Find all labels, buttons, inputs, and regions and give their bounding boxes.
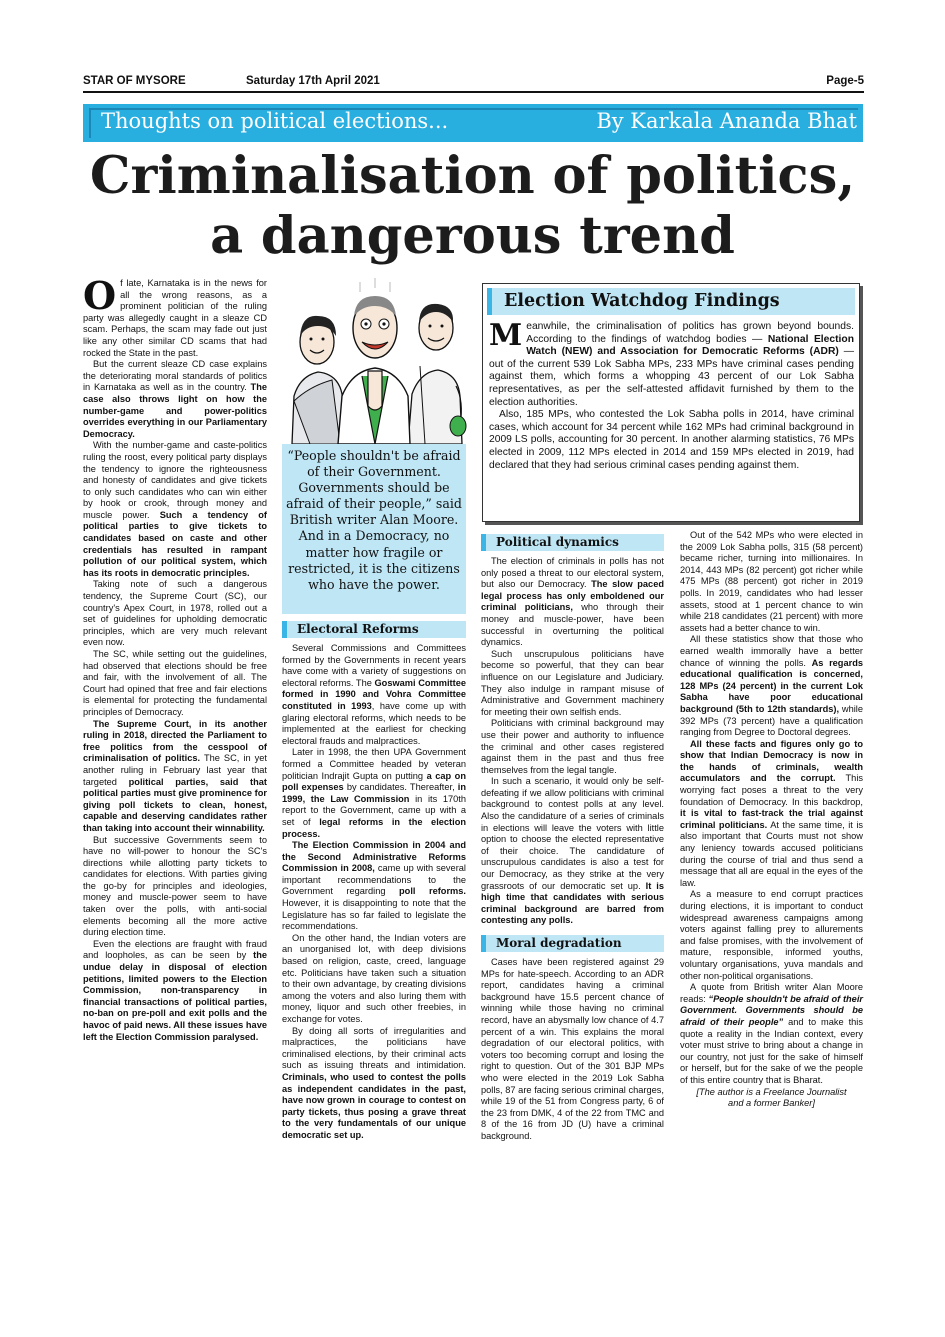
bold-text: poll reforms. bbox=[399, 886, 466, 897]
paragraph-text: Later in 1998, the then UPA Government formed a Committee headed by veteran politician Indrajit Gupta on putting bbox=[282, 747, 466, 781]
issue-date: Saturday 17th April 2021 bbox=[246, 75, 380, 87]
paragraph-text: by candidates. Thereafter, bbox=[343, 782, 458, 793]
paragraph: Cases have been registered against 29 MPs for hate-speech. According to an ADR report, candidates having a criminal background have 15.5 percent chance of winning while those having no criminal record, have an abysmally low chance of 4.7 percent of a win. This explains the moral degradation of our electoral politics, with voters too becoming corrupt and losing the right to question. Out of the 301 BJP MPs who were elected in the 2019 Lok Sabha polls, 87 are facing serious criminal charges, while 19 of the 51 from Congress party, 6 of the 23 from DMK, 4 of the 22 from TMC and 8 of the 16 from JD (U) have a criminal background. bbox=[481, 957, 664, 1141]
author-note-line-1: [The author is a Freelance Journalist bbox=[696, 1086, 847, 1097]
bold-text: the undue delay in disposal of election petitions, limited powers to the Election Commission, non-transparency in financial transactions of political parties, no-ban on pre-poll and exit polls and the havoc of paid news. All these issues have left the Election Commission paralysed. bbox=[83, 950, 267, 1042]
paragraph-text: Several Commissions and Committees formed by the Governments in recent years have come with a variety of suggestions on electoral reforms. The bbox=[282, 643, 466, 688]
paragraph bbox=[282, 840, 466, 933]
quote-text: “People shouldn't be afraid of their Government. Governments should be afraid of their people,” bbox=[286, 448, 461, 512]
paragraph-text: came up with several important recommendations to the Government regarding bbox=[282, 863, 466, 897]
bold-text: All these facts and figures only go to show that Indian Democracy is now in the hands of criminals, wealth accumulators and the corrupt. bbox=[680, 738, 863, 784]
banner-kicker: Thoughts on political elections... bbox=[101, 109, 449, 133]
paragraph: The SC, while setting out the guidelines, had observed that elections should be free and fair, with the involvement of all. The Court had opined that free and fair elections is elemental for protecting the fundamental principles of Democracy. bbox=[83, 649, 267, 717]
paragraph-text: The SC, in yet another ruling in February last year that targeted bbox=[83, 753, 267, 787]
paragraph: Such unscrupulous politicians have become so powerful, that they can bear influence on our Legislature and Judiciary. They also indulge in rampant misuse of Administrative and Government machinery for meeting their own selfish ends. bbox=[481, 648, 664, 717]
paragraph bbox=[282, 747, 466, 840]
paragraph bbox=[83, 273, 267, 359]
quote-attribution: said British writer Alan Moore. And in a Democracy, no matter how fragile or restricted, it is the citizens who have the power. bbox=[288, 496, 462, 592]
paragraph bbox=[481, 776, 664, 927]
paragraph: As a measure to end corrupt practices during elections, it is important to conduct widespread awareness campaigns among voters against falling prey to allurements and false promises, with the involvement of mature, responsible, informed youths, voluntary organisations, yuva mandals and other non-political organisations. bbox=[680, 889, 863, 981]
bold-text: The case also throws light on how the number-game and power-politics overrides everything in our Parliamentary Democracy. bbox=[83, 382, 267, 439]
bold-text: Such a tendency of political parties to give tickets to candidates based on caste and other credentials has resulted in rampant pollution of our political system, which has its roots in democratic principles. bbox=[83, 509, 267, 578]
paragraph: On the other hand, the Indian voters are an unorganised lot, with deep divisions based on religion, caste, creed, language etc. Politicians have taken such a situation to their own advantage, by creating divisions among the voters and also luring them with money, liquor and such other freebies, in exchange for votes. bbox=[282, 932, 466, 1024]
paragraph-text: In such a scenario, it would only be self-defeating if we allow politicians with criminal background to contest polls at any level. Also the candidature of a series of criminals in elections will leave the voters with little option to choose the elected representative of their choice. The candidature of unscrupulous candidates is also a test for our Democracy, as they strike at the very grassroots of our democratic set up. bbox=[481, 776, 664, 891]
masthead bbox=[83, 75, 864, 93]
article-column-3 bbox=[481, 532, 664, 1143]
findings-box-body bbox=[489, 318, 854, 472]
bold-text: It is high time that candidates with serious criminal background are barred from contesting any polls. bbox=[481, 880, 664, 926]
paragraph bbox=[282, 1026, 466, 1142]
findings-box-heading: Election Watchdog Findings bbox=[487, 288, 855, 315]
drop-cap: O bbox=[83, 273, 117, 318]
paragraph bbox=[282, 643, 466, 747]
headline-line-2: a dangerous trend bbox=[210, 206, 735, 266]
paper-name: STAR OF MYSORE bbox=[83, 75, 186, 87]
pull-quote bbox=[282, 444, 466, 614]
paragraph-text: eanwhile, the criminalisation of politics has grown beyond bounds. According to the findings of watchdog bodies — bbox=[526, 321, 854, 345]
subheading-electoral-reforms: Electoral Reforms bbox=[282, 621, 466, 638]
article-column-1 bbox=[83, 273, 268, 1043]
cartoon-illustration bbox=[280, 276, 470, 444]
paragraph-text: while 392 MPs (73 percent) have a qualification ranging from Degree to Doctoral degrees. bbox=[680, 703, 863, 738]
paragraph-text: At the same time, it is also important that Courts must not show any leniency towards accused politicians during the course of trial and thus send a message that all are equal in the eyes of the law. bbox=[680, 819, 864, 888]
bold-text: political parties, said that political parties must give prominence for giving poll tickets to clean, honest, capable and deserving candidates rather than taking into account their winnability. bbox=[83, 776, 268, 833]
paragraph-text: , have come up with glaring electoral reforms, which needs to be implemented at the earliest for checking electoral frauds and malpractices. bbox=[282, 700, 466, 746]
subheading-moral-degradation: Moral degradation bbox=[481, 935, 664, 952]
bold-text: legal reforms in the election process. bbox=[282, 816, 466, 839]
paragraph-text: — out of the current 539 Lok Sabha MPs, 233 MPs have criminal cases pending against them, which forms a whopping 43 percent of our Lok Sabha representatives, as per the self-attested affidavit furnished by them to the election authorities. bbox=[489, 346, 854, 408]
paragraph bbox=[680, 982, 863, 1086]
article-column-2 bbox=[282, 619, 466, 1142]
paragraph bbox=[83, 719, 267, 835]
paragraph-text: f late, Karnataka is in the news for all the wrong reasons, as a prominent politician of the ruling party was allegedly caught in a sleaze CD scam. Perhaps, the scam may fade out just like any other similar CD scams that had rocked the State in the past. bbox=[83, 278, 267, 358]
bold-text: a cap on poll expenses bbox=[282, 770, 466, 793]
paragraph bbox=[83, 359, 267, 440]
paragraph bbox=[83, 440, 267, 579]
findings-box bbox=[482, 283, 860, 522]
paragraph-text: Even the elections are fraught with fraud and loopholes, as can be seen by bbox=[83, 938, 267, 961]
paragraph: Taking note of such a dangerous tendency, the Supreme Court (SC), our country's Apex Court, in 1978, rolled out a set of guidelines for upholding democratic principles, which are very much relevant even now. bbox=[83, 579, 267, 648]
bold-text: The slow paced legal process has only emboldened our criminal politicians, bbox=[481, 579, 664, 613]
section-banner bbox=[83, 104, 863, 142]
bold-text: As regards educational qualification is concerned, 128 MPs (24 percent) in the current Lok Sabha have poor educational background (5th to 12th standards), bbox=[680, 657, 863, 714]
paragraph: Politicians with criminal background may use their power and authority to influence the criminal and other cases registered against them in the past and thus free themselves from the legal tangle. bbox=[481, 718, 664, 775]
article-column-4 bbox=[680, 530, 863, 1110]
paragraph-text: who through their money and muscle-power, have been successful in overturning the political dynamics. bbox=[481, 602, 665, 648]
bold-text: National Election Watch (NEW) and Association for Democratic Reforms (ADR) bbox=[526, 333, 854, 358]
bold-text: in 1999, the Law Commission bbox=[282, 782, 466, 804]
paragraph-text: and to make this quote a reality in the Indian context, every voter must strive to bring about a change in our country, not just for the sake of himself or herself, but for the sake of we the people of this entire country that is Bharat. bbox=[680, 1016, 863, 1085]
drop-cap: M bbox=[489, 318, 523, 353]
paragraph: Out of the 542 MPs who were elected in the 2009 Lok Sabha polls, 315 (58 percent) became richer, turning into millionaires. In 2014, 443 MPs (82 percent) got richer while 475 MPs (88 percent) got richer in 2019 polls. In 2019, candidates who had lesser assets, stood at 1 percent chance to win while 218 candidates (21 percent) with more assets had a better chance to win. bbox=[680, 530, 863, 633]
headline-line-1: Criminalisation of politics, bbox=[89, 146, 856, 206]
bold-text: The Election Commission in 2004 and the Second Administrative Reforms Commission in 2008, bbox=[282, 840, 466, 874]
paragraph bbox=[481, 556, 664, 649]
paragraph-text: A quote from British writer Alan Moore reads: bbox=[680, 982, 863, 1004]
bold-text: it is vital to fast-track the trial against criminal politicians. bbox=[680, 808, 863, 830]
paragraph: But successive Governments seem to have no will-power to honour the SC's directions while allotting party tickets to candidates for elections. With parties giving the go-by for principles and ideologies, money and muscle-power seem to have taken over the polls, with anti-social elements becoming all the more active during election time. bbox=[83, 834, 267, 938]
paragraph: Also, 185 MPs, who contested the Lok Sabha polls in 2014, have criminal cases, which account for 34 percent while 162 MPs had criminal background in 2009 LS polls, accounting for 30 percent. In another alarming statistics, 76 MPs elected in 2009, 112 MPs elected in 2014 and 159 MPs elected in 2019, had declared that they had serious criminal cases pending against them. bbox=[489, 409, 854, 471]
paragraph bbox=[680, 634, 863, 738]
paragraph bbox=[83, 939, 267, 1043]
bold-text: Criminals, who used to contest the polls as independent candidates in the past, have now grown in courage to contest on party tickets, thus posing a grave threat to the very fundamentals of our unique democratic set up. bbox=[282, 1071, 466, 1140]
byline: By Karkala Ananda Bhat bbox=[596, 109, 857, 133]
quote-bold-italic: “People shouldn't be afraid of their Government. Governments should be afraid of their people” bbox=[680, 993, 864, 1027]
bold-text: The Supreme Court, in its another ruling in 2018, directed the Parliament to free politics from the cesspool of criminalisation of politics. bbox=[83, 718, 267, 764]
paragraph-text: However, it is disappointing to note that the Legislature has so far failed to legislate the recommendations. bbox=[282, 898, 466, 932]
paragraph-text: By doing all sorts of irregularities and malpractices, the politicians have criminalised elections, by their criminal acts such as issuing threats and intimidation. bbox=[282, 1025, 466, 1071]
paragraph-text: All these statistics show that those who earned wealth immorally have a better chance of winning the polls. bbox=[680, 634, 863, 668]
paragraph-text: in its 170th report to the Government, came up with a set of bbox=[282, 793, 467, 827]
paragraph bbox=[489, 318, 854, 409]
paragraph bbox=[680, 739, 863, 890]
bold-text: Goswami Committee formed in 1990 and Vohra Committee constituted in 1993 bbox=[282, 677, 466, 711]
paragraph-text: With the number-game and caste-politics ruling the roost, every political party displays the tendency to ignore the righteousness and honesty of candidates and give tickets to only such candidates who can win either by hook or crook, through money and muscle power. bbox=[83, 440, 267, 520]
pull-quote-text bbox=[286, 448, 462, 593]
author-note-line-2: and a former Banker] bbox=[728, 1098, 815, 1109]
paragraph-text: But the current sleaze CD case explains the deteriorating moral standards of politics in Karnataka as well as in the country. bbox=[83, 359, 267, 393]
subheading-political-dynamics: Political dynamics bbox=[481, 534, 664, 551]
page-number: Page-5 bbox=[826, 75, 864, 87]
paragraph-text: The election of criminals in polls has not only posed a threat to our electoral system, but also our Democracy. bbox=[481, 556, 664, 590]
paragraph-text: This worrying fact poses a threat to the very foundation of Democracy. In this backdrop, bbox=[680, 773, 863, 807]
